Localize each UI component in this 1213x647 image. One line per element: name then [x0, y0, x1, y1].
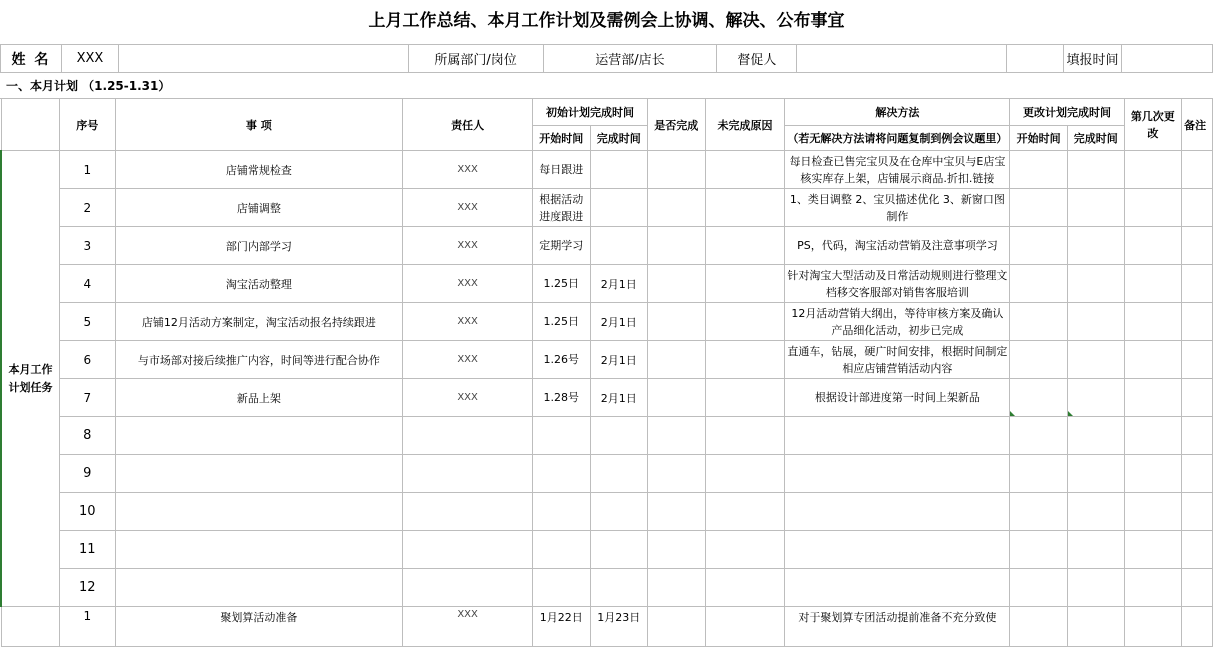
table-row	[1, 227, 1213, 265]
row-changed-finish[interactable]	[1067, 151, 1124, 189]
row-reason[interactable]	[705, 379, 785, 417]
row-changed-start[interactable]	[1010, 341, 1068, 379]
row-reason[interactable]	[705, 493, 785, 531]
row-owner[interactable]: XXX	[403, 379, 533, 417]
header-changed-finish: 完成时间	[1067, 126, 1124, 151]
row-changed-finish[interactable]	[1067, 227, 1124, 265]
row-solution[interactable]: 1、类目调整 2、宝贝描述优化 3、新窗口图制作	[785, 189, 1010, 227]
header-owner: 责任人	[403, 99, 533, 151]
row-seq: 9	[60, 455, 115, 493]
row-changed-finish[interactable]	[1067, 569, 1124, 607]
row-changed-start[interactable]	[1010, 151, 1068, 189]
row-solution[interactable]: 直通车，钻展，硬广时间安排，根据时间制定相应店铺营销活动内容	[785, 341, 1010, 379]
row-reason[interactable]	[705, 607, 785, 647]
row-finish[interactable]	[590, 569, 648, 607]
row-done[interactable]	[648, 303, 706, 341]
row-owner[interactable]	[403, 569, 533, 607]
row-nth-change[interactable]	[1124, 341, 1182, 379]
row-item[interactable]: 与市场部对接后续推广内容，时间等进行配合协作	[115, 341, 403, 379]
row-remark[interactable]	[1182, 569, 1213, 607]
row-finish[interactable]: 1月23日	[590, 607, 648, 647]
header-solution-note: （若无解决方法请将问题复制到例会议题里）	[785, 126, 1010, 151]
row-changed-finish[interactable]	[1067, 607, 1124, 647]
row-finish[interactable]	[590, 227, 648, 265]
row-seq: 11	[60, 531, 115, 569]
table-row	[1, 531, 1213, 569]
row-done[interactable]	[648, 417, 706, 455]
header-remark: 备注	[1182, 99, 1213, 151]
row-done[interactable]	[648, 151, 706, 189]
row-owner[interactable]: XXX	[403, 341, 533, 379]
row-owner[interactable]	[403, 455, 533, 493]
row-owner[interactable]: XXX	[403, 303, 533, 341]
row-remark[interactable]	[1182, 341, 1213, 379]
row-start[interactable]: 每日跟进	[533, 151, 591, 189]
table-row	[1, 569, 1213, 607]
row-nth-change[interactable]	[1124, 493, 1182, 531]
row-done[interactable]	[648, 569, 706, 607]
row-reason[interactable]	[705, 531, 785, 569]
row-start[interactable]: 根据活动进度跟进	[533, 189, 591, 227]
row-owner[interactable]: XXX	[403, 607, 533, 647]
row-remark[interactable]	[1182, 303, 1213, 341]
row-item[interactable]: 新品上架	[115, 379, 403, 417]
supervisor-value[interactable]	[797, 45, 1007, 73]
header-blank	[1, 99, 60, 151]
row-seq[interactable]: 1	[60, 607, 115, 647]
row-seq: 12	[60, 569, 115, 607]
row-done[interactable]	[648, 379, 706, 417]
row-finish[interactable]: 2月1日	[590, 379, 648, 417]
row-item[interactable]: 店铺12月活动方案制定，淘宝活动报名持续跟进	[115, 303, 403, 341]
row-solution[interactable]	[785, 531, 1010, 569]
header-done: 是否完成	[648, 99, 706, 151]
row-finish[interactable]	[590, 493, 648, 531]
row-start[interactable]: 定期学习	[533, 227, 591, 265]
date-label: 填报时间	[1064, 45, 1122, 73]
row-item[interactable]: 店铺调整	[115, 189, 403, 227]
row-changed-start[interactable]	[1010, 607, 1068, 647]
row-seq: 10	[60, 493, 115, 531]
group-label: 本月工作计划任务	[1, 151, 60, 607]
row-remark[interactable]	[1182, 607, 1213, 647]
row-remark[interactable]	[1182, 151, 1213, 189]
row-nth-change[interactable]	[1124, 455, 1182, 493]
row-finish[interactable]: 2月1日	[590, 341, 648, 379]
table-row	[1, 341, 1213, 379]
row-changed-finish[interactable]	[1067, 189, 1124, 227]
row-remark[interactable]	[1182, 265, 1213, 303]
row-done[interactable]	[648, 341, 706, 379]
table-row	[1, 417, 1213, 455]
header-item: 事 项	[115, 99, 403, 151]
header-nth-change: 第几次更改	[1124, 99, 1182, 151]
row-nth-change[interactable]	[1124, 607, 1182, 647]
row-owner[interactable]: XXX	[403, 189, 533, 227]
row-changed-finish[interactable]	[1067, 379, 1124, 417]
table-row	[1, 151, 1213, 189]
row-changed-start[interactable]	[1010, 265, 1068, 303]
row-done[interactable]	[648, 455, 706, 493]
row-owner[interactable]: XXX	[403, 227, 533, 265]
row-reason[interactable]	[705, 569, 785, 607]
row-finish[interactable]	[590, 455, 648, 493]
row-changed-start[interactable]	[1010, 569, 1068, 607]
row-finish[interactable]	[590, 151, 648, 189]
row-remark[interactable]	[1182, 417, 1213, 455]
row-item[interactable]: 部门内部学习	[115, 227, 403, 265]
table-row	[1, 189, 1213, 227]
row-seq: 5	[60, 303, 115, 341]
row-owner[interactable]	[403, 493, 533, 531]
row-remark[interactable]	[1182, 379, 1213, 417]
row-seq: 4	[60, 265, 115, 303]
row-reason[interactable]	[705, 417, 785, 455]
row-changed-finish[interactable]	[1067, 531, 1124, 569]
row-start[interactable]: 1.25日	[533, 265, 591, 303]
row-start[interactable]: 1月22日	[533, 607, 591, 647]
row-solution[interactable]	[785, 493, 1010, 531]
row-seq: 8	[60, 417, 115, 455]
row-seq: 1	[60, 151, 115, 189]
header-start: 开始时间	[533, 126, 591, 151]
section-heading: 一、本月计划 （1.25-1.31）	[0, 73, 1213, 99]
table-row	[1, 455, 1213, 493]
row-seq: 3	[60, 227, 115, 265]
row-changed-start[interactable]	[1010, 531, 1068, 569]
row-reason[interactable]	[705, 189, 785, 227]
name-label: 姓 名	[1, 45, 62, 73]
row-seq: 6	[60, 341, 115, 379]
row-solution[interactable]	[785, 417, 1010, 455]
row-changed-finish[interactable]	[1067, 265, 1124, 303]
row-item[interactable]: 店铺常规检查	[115, 151, 403, 189]
row-start[interactable]: 1.26号	[533, 341, 591, 379]
name-extra-cell[interactable]	[118, 45, 408, 73]
row-reason[interactable]	[705, 303, 785, 341]
supervisor-label: 督促人	[717, 45, 797, 73]
row-nth-change[interactable]	[1124, 379, 1182, 417]
row-nth-change[interactable]	[1124, 417, 1182, 455]
row-owner[interactable]: XXX	[403, 151, 533, 189]
header-finish: 完成时间	[590, 126, 648, 151]
row-changed-start[interactable]	[1010, 303, 1068, 341]
header-changed-plan: 更改计划完成时间	[1010, 99, 1124, 126]
row-finish[interactable]: 2月1日	[590, 265, 648, 303]
row-seq: 2	[60, 189, 115, 227]
row-finish[interactable]	[590, 189, 648, 227]
row-finish[interactable]: 2月1日	[590, 303, 648, 341]
row-start[interactable]	[533, 569, 591, 607]
table-row	[1, 265, 1213, 303]
row-done[interactable]	[648, 531, 706, 569]
row-item[interactable]	[115, 417, 403, 455]
row-remark[interactable]	[1182, 493, 1213, 531]
row-changed-finish[interactable]	[1067, 341, 1124, 379]
dept-value[interactable]: 运营部/店长	[543, 45, 717, 73]
row-start[interactable]	[533, 455, 591, 493]
row-remark[interactable]	[1182, 227, 1213, 265]
row-reason[interactable]	[705, 151, 785, 189]
row-start[interactable]: 1.28号	[533, 379, 591, 417]
date-value[interactable]	[1122, 45, 1213, 73]
sheet-title: 上月工作总结、本月工作计划及需例会上协调、解决、公布事宜	[368, 11, 845, 31]
header-initial-plan: 初始计划完成时间	[533, 99, 648, 126]
row-reason[interactable]	[705, 455, 785, 493]
row-start[interactable]	[533, 531, 591, 569]
dept-label: 所属部门/岗位	[408, 45, 543, 73]
header-solution: 解决方法	[785, 99, 1010, 126]
row-owner[interactable]	[403, 531, 533, 569]
row-changed-finish[interactable]	[1067, 417, 1124, 455]
row-remark[interactable]	[1182, 455, 1213, 493]
row-solution[interactable]: 针对淘宝大型活动及日常活动规则进行整理文档移交客服部对销售客服培训	[785, 265, 1010, 303]
row-seq: 7	[60, 379, 115, 417]
row-nth-change[interactable]	[1124, 227, 1182, 265]
row-changed-start[interactable]	[1010, 417, 1068, 455]
table-row	[1, 607, 1213, 647]
row-done[interactable]	[648, 227, 706, 265]
row-owner[interactable]	[403, 417, 533, 455]
row-done[interactable]	[648, 189, 706, 227]
row-changed-finish[interactable]	[1067, 303, 1124, 341]
row-solution[interactable]	[785, 455, 1010, 493]
name-value[interactable]: XXX	[61, 45, 118, 73]
row-solution[interactable]: 12月活动营销大纲出，等待审核方案及确认产品细化活动，初步已完成	[785, 303, 1010, 341]
row-changed-start[interactable]	[1010, 455, 1068, 493]
header-changed-start: 开始时间	[1010, 126, 1068, 151]
row-changed-finish[interactable]	[1067, 493, 1124, 531]
row-changed-finish[interactable]	[1067, 455, 1124, 493]
row-changed-start[interactable]	[1010, 227, 1068, 265]
next-group-cell[interactable]	[1, 607, 60, 647]
row-nth-change[interactable]	[1124, 189, 1182, 227]
row-changed-start[interactable]	[1010, 379, 1068, 417]
row-start[interactable]	[533, 493, 591, 531]
row-solution[interactable]	[785, 569, 1010, 607]
section-heading-table	[0, 72, 1213, 99]
row-start[interactable]: 1.25日	[533, 303, 591, 341]
row-reason[interactable]	[705, 341, 785, 379]
table-row	[1, 303, 1213, 341]
row-remark[interactable]	[1182, 531, 1213, 569]
row-owner[interactable]: XXX	[403, 265, 533, 303]
info-table	[0, 44, 1213, 73]
header-reason: 未完成原因	[705, 99, 785, 151]
row-item[interactable]	[115, 569, 403, 607]
row-remark[interactable]	[1182, 189, 1213, 227]
row-reason[interactable]	[705, 265, 785, 303]
plan-table	[0, 98, 1213, 647]
row-nth-change[interactable]	[1124, 151, 1182, 189]
row-finish[interactable]	[590, 417, 648, 455]
row-done[interactable]	[648, 493, 706, 531]
row-finish[interactable]	[590, 531, 648, 569]
row-solution[interactable]: 每日检查已售完宝贝及在仓库中宝贝与E店宝核实库存上架，店铺展示商品.折扣.链接	[785, 151, 1010, 189]
header-seq: 序号	[60, 99, 115, 151]
row-solution[interactable]: 对于聚划算专团活动提前准备不充分致使	[785, 607, 1010, 647]
row-nth-change[interactable]	[1124, 569, 1182, 607]
supervisor-extra-cell[interactable]	[1007, 45, 1064, 73]
row-item[interactable]	[115, 531, 403, 569]
row-changed-start[interactable]	[1010, 493, 1068, 531]
row-item[interactable]: 淘宝活动整理	[115, 265, 403, 303]
row-done[interactable]	[648, 265, 706, 303]
row-reason[interactable]	[705, 227, 785, 265]
table-row	[1, 493, 1213, 531]
row-start[interactable]	[533, 417, 591, 455]
row-item[interactable]: 聚划算活动准备	[115, 607, 403, 647]
row-nth-change[interactable]	[1124, 303, 1182, 341]
row-nth-change[interactable]	[1124, 531, 1182, 569]
row-solution[interactable]: 根据设计部进度第一时间上架新品	[785, 379, 1010, 417]
row-changed-start[interactable]	[1010, 189, 1068, 227]
row-item[interactable]	[115, 493, 403, 531]
row-nth-change[interactable]	[1124, 265, 1182, 303]
table-row	[1, 379, 1213, 417]
row-solution[interactable]: PS，代码，淘宝活动营销及注意事项学习	[785, 227, 1010, 265]
row-item[interactable]	[115, 455, 403, 493]
row-done[interactable]	[648, 607, 706, 647]
